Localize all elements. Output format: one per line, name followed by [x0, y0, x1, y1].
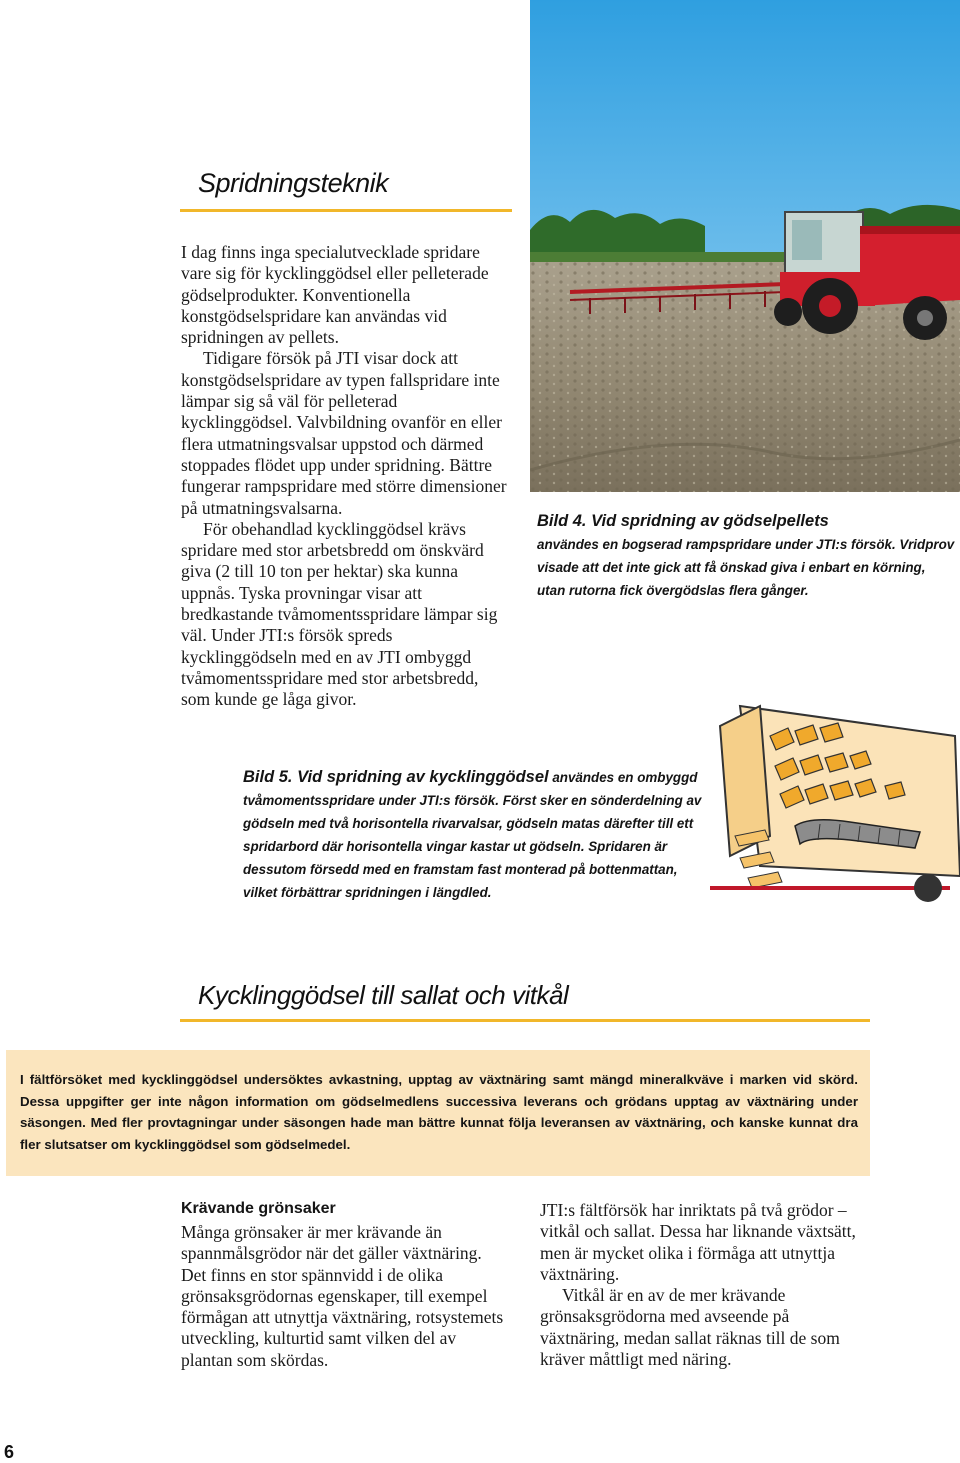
intro-text: I fältförsöket med kycklinggödsel undersöktes avkastning, upptag av växtnäring samt mängd mineralkväve i marken vid skörd. Dessa uppgifter ger inte någon information om gödselmedlens successiva leverans och grödans upptag av växtnäring under säsongen. Med fler provtagningar under säsongen hade man bättre kunnat följa leveransen av växtnäring, och kanske kunnat dra fler slutsatser om kycklinggödsel som gödselmedel. [20, 1072, 858, 1152]
section-title-kycklinggodsel: Kycklinggödsel till sallat och vitkål [198, 980, 569, 1010]
section1-body [181, 242, 509, 711]
paragraph: Vitkål är en av de mer krävande grönsaksgrödorna med avseende på växtnäring, medan sallat räknas till de som kräver måttligt med näring. [540, 1285, 840, 1370]
subheading-kravande-gronsaker: Krävande grönsaker [181, 1200, 336, 1217]
caption-bild-4 [537, 510, 957, 602]
paragraph: Många grönsaker är mer krävande än spannmålsgrödor när det gäller växtnäring. Det finns en stor spännvidd i de olika grönsaksgrödornas egenskaper, till exempel förmågan att utnyttja växtnäring, rotsystemets utveckling, kulturtid samt vilken del av plantan som skördas. [181, 1222, 504, 1370]
column-right [540, 1200, 870, 1370]
spreader-illustration [700, 676, 960, 906]
page-number: 6 [4, 1442, 15, 1462]
title-underline [180, 1019, 870, 1022]
tractor-photo [530, 0, 960, 492]
column-left [181, 1222, 511, 1371]
caption-text: användes en bogserad rampspridare under JTI:s försök. Vridprov visade att det inte gick att få önskad giva i enbart en körning, utan rutorna fick övergödslas flera gånger. [537, 537, 955, 598]
intro-box [6, 1050, 870, 1176]
paragraph: Tidigare försök på JTI visar dock att konstgödselspridare av typen fallspridare inte lämpar sig så väl för pelleterad kycklinggödsel. Valvbildning ovanför en eller flera utmatningsvalsar uppstod och därmed stoppades flödet upp under spridning. Bättre fungerar rampspridare med större dimensioner på utmatningsvalsarna. [181, 348, 507, 518]
paragraph: I dag finns inga specialutvecklade spridare vare sig för kycklinggödsel eller pelleterade gödselprodukter. Konventionella konstgödselspridare kan användas vid spridningen av pellets. [181, 242, 489, 348]
caption-lead: Bild 4. Vid spridning av gödselpellets [537, 512, 829, 530]
caption-bild-5 [243, 766, 713, 904]
section-title-spridningsteknik: Spridningsteknik [198, 168, 389, 198]
title-underline [180, 209, 512, 212]
caption-lead: Bild 5. Vid spridning av kycklinggödsel [243, 768, 549, 786]
caption-text: användes en ombyggd tvåmomentsspridare under JTI:s försök. Först sker en sönderdelning av gödseln med två horisontella rivarvalsar, gödseln matas därefter till ett spridarbord där horisontella vingar kastar ut gödseln. Spridaren är dessutom försedd med en framstam fast monterad på bottenmattan, vilket förbättrar spridningen i längdled. [243, 770, 702, 900]
paragraph: JTI:s fältförsök har inriktats på två grödor – vitkål och sallat. Dessa har liknande växtsätt, men är mycket olika i förmåga att utnyttja växtnäring. [540, 1200, 856, 1284]
paragraph: För obehandlad kycklinggödsel krävs spridare med stor arbetsbredd om önskvärd giva (2 till 10 ton per hektar) ska kunna uppnås. Tyska provningar visar att bredkastande tvåmomentsspridare lämpar sig väl. Under JTI:s försök spreds kycklinggödseln med en av JTI ombyggd tvåmomentsspridare med stor arbetsbredd, som kunde ge låga givor. [181, 518, 498, 710]
